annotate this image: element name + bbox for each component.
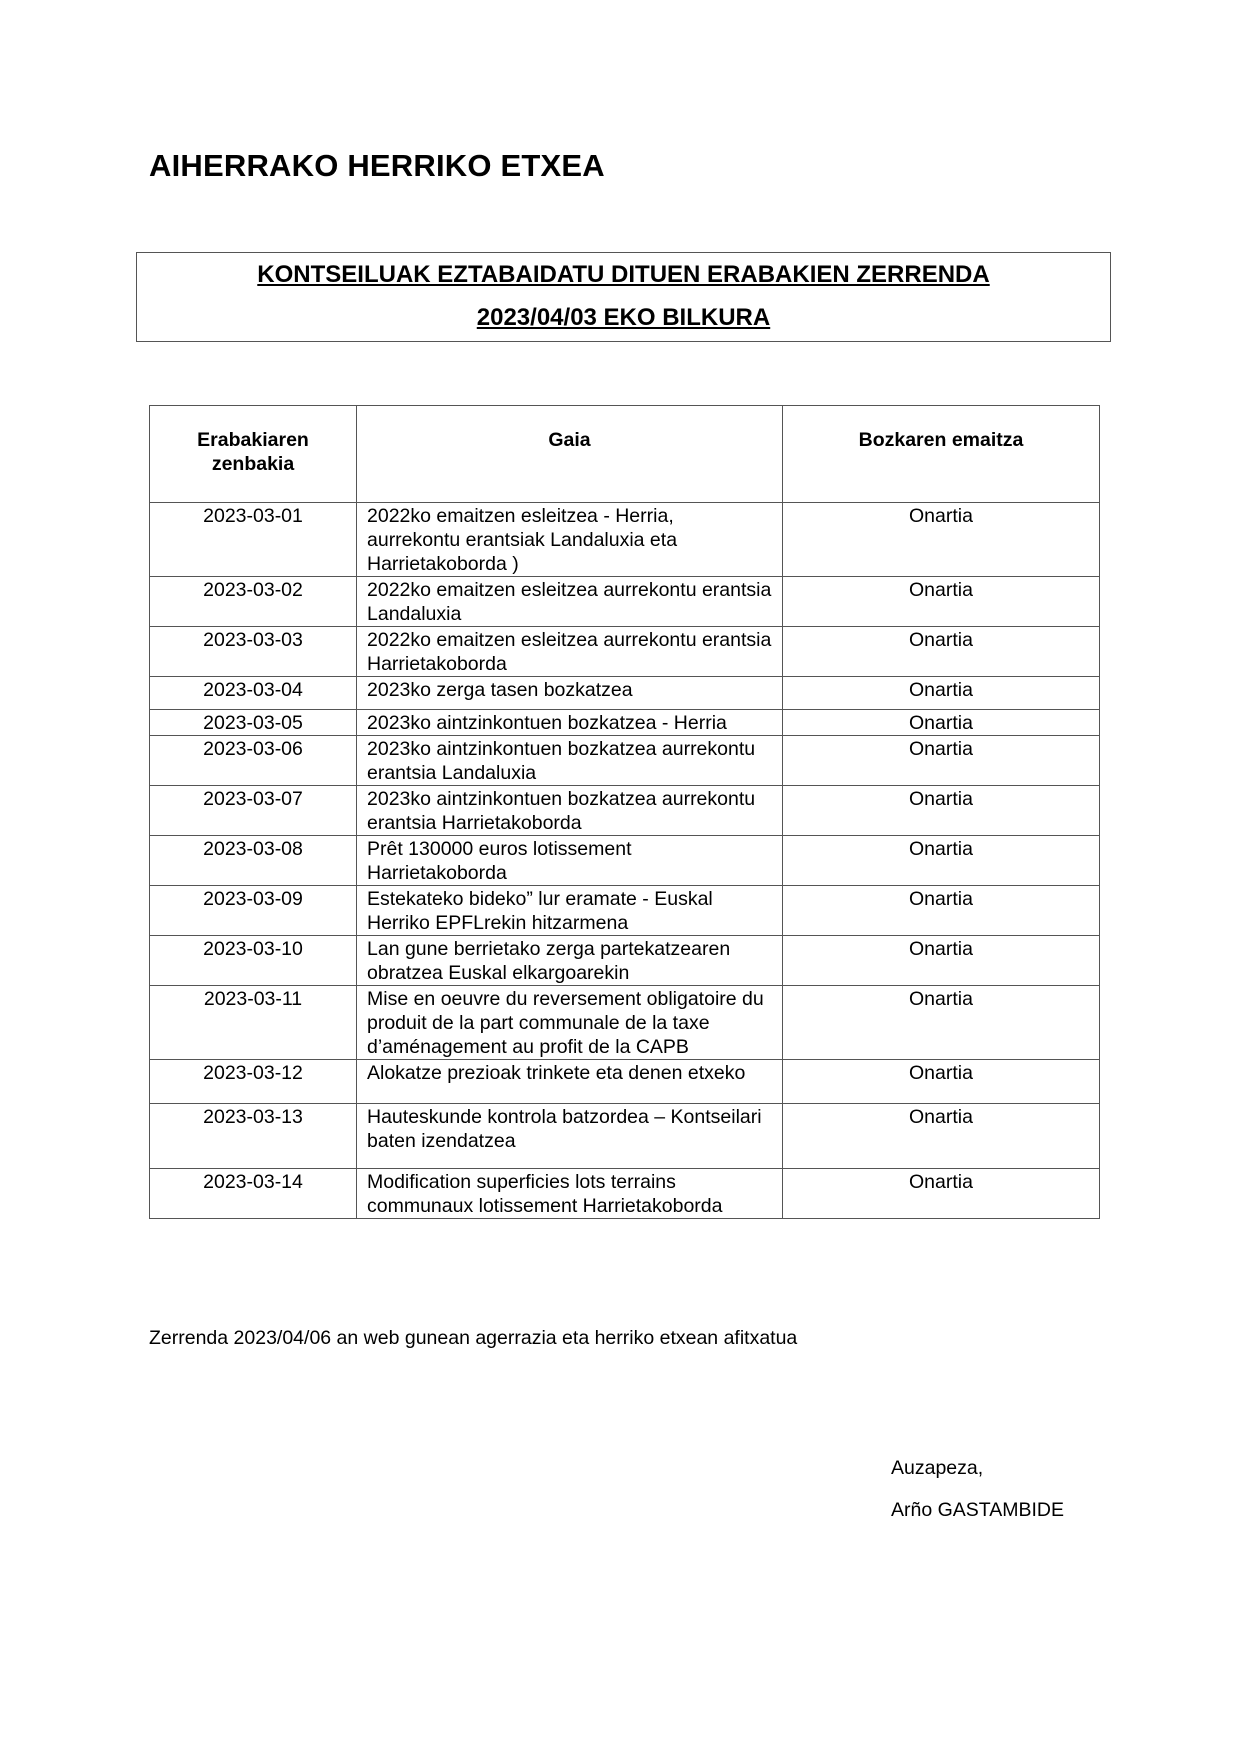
decision-result: Onartia xyxy=(783,627,1100,677)
decision-number: 2023-03-12 xyxy=(150,1060,357,1104)
decision-subject: 2022ko emaitzen esleitzea aurrekontu erantsia Harrietakoborda xyxy=(357,627,783,677)
decision-subject: 2023ko aintzinkontuen bozkatzea aurrekontu erantsia Landaluxia xyxy=(357,736,783,786)
decision-subject: Modification superficies lots terrains communaux lotissement Harrietakoborda xyxy=(357,1169,783,1219)
document-title: KONTSEILUAK EZTABAIDATU DITUEN ERABAKIEN ZERRENDA xyxy=(257,261,990,288)
decision-number: 2023-03-04 xyxy=(150,677,357,710)
signature-name: Arño GASTAMBIDE xyxy=(891,1499,1065,1521)
table-header-row xyxy=(150,406,1100,503)
decision-number: 2023-03-06 xyxy=(150,736,357,786)
meeting-date-title: 2023/04/03 EKO BILKURA xyxy=(476,304,771,331)
decision-result: Onartia xyxy=(783,736,1100,786)
decision-subject: Prêt 130000 euros lotissement Harrietakoborda xyxy=(357,836,783,886)
table-row xyxy=(150,936,1100,986)
table-row xyxy=(150,986,1100,1060)
table-row xyxy=(150,710,1100,736)
decision-result: Onartia xyxy=(783,1169,1100,1219)
decision-result: Onartia xyxy=(783,577,1100,627)
decision-result: Onartia xyxy=(783,503,1100,577)
decision-result: Onartia xyxy=(783,1060,1100,1104)
decision-subject: 2023ko zerga tasen bozkatzea xyxy=(357,677,783,710)
column-header-number: Erabakiaren zenbakia xyxy=(150,406,357,503)
decision-result: Onartia xyxy=(783,1104,1100,1169)
decision-number: 2023-03-03 xyxy=(150,627,357,677)
decision-subject: Mise en oeuvre du reversement obligatoire du produit de la part communale de la taxe d’aménagement au profit de la CAPB xyxy=(357,986,783,1060)
decision-number: 2023-03-08 xyxy=(150,836,357,886)
table-row xyxy=(150,1169,1100,1219)
table-row xyxy=(150,503,1100,577)
decision-result: Onartia xyxy=(783,786,1100,836)
table-row xyxy=(150,736,1100,786)
decision-number: 2023-03-07 xyxy=(150,786,357,836)
table-row xyxy=(150,886,1100,936)
decision-result: Onartia xyxy=(783,936,1100,986)
decision-number: 2023-03-13 xyxy=(150,1104,357,1169)
decision-number: 2023-03-11 xyxy=(150,986,357,1060)
decisions-table xyxy=(149,405,1100,1219)
table-row xyxy=(150,1104,1100,1169)
decision-result: Onartia xyxy=(783,986,1100,1060)
decision-number: 2023-03-14 xyxy=(150,1169,357,1219)
column-header-result: Bozkaren emaitza xyxy=(783,406,1100,503)
decision-number: 2023-03-10 xyxy=(150,936,357,986)
publication-note: Zerrenda 2023/04/06 an web gunean agerrazia eta herriko etxean afitxatua xyxy=(149,1327,798,1349)
decision-subject: Estekateko bideko” lur eramate - Euskal Herriko EPFLrekin hitzarmena xyxy=(357,886,783,936)
organization-title: AIHERRAKO HERRIKO ETXEA xyxy=(149,148,605,183)
decision-result: Onartia xyxy=(783,886,1100,936)
decision-result: Onartia xyxy=(783,836,1100,886)
decision-subject: Alokatze prezioak trinkete eta denen etxeko xyxy=(357,1060,783,1104)
table-row xyxy=(150,627,1100,677)
decision-number: 2023-03-05 xyxy=(150,710,357,736)
decisions-table-body xyxy=(150,503,1100,1219)
decision-result: Onartia xyxy=(783,710,1100,736)
decision-number: 2023-03-01 xyxy=(150,503,357,577)
decision-subject: Hauteskunde kontrola batzordea – Kontseilari baten izendatzea xyxy=(357,1104,783,1169)
decision-subject: Lan gune berrietako zerga partekatzearen obratzea Euskal elkargoarekin xyxy=(357,936,783,986)
decision-subject: 2023ko aintzinkontuen bozkatzea - Herria xyxy=(357,710,783,736)
column-header-subject: Gaia xyxy=(357,406,783,503)
decision-subject: 2022ko emaitzen esleitzea - Herria, aurrekontu erantsiak Landaluxia eta Harrietakoborda ) xyxy=(357,503,783,577)
decision-subject: 2022ko emaitzen esleitzea aurrekontu erantsia Landaluxia xyxy=(357,577,783,627)
title-box xyxy=(136,252,1111,342)
table-row xyxy=(150,786,1100,836)
table-row xyxy=(150,836,1100,886)
decision-result: Onartia xyxy=(783,677,1100,710)
decision-subject: 2023ko aintzinkontuen bozkatzea aurrekontu erantsia Harrietakoborda xyxy=(357,786,783,836)
signature-role: Auzapeza, xyxy=(891,1457,984,1479)
table-row xyxy=(150,577,1100,627)
decision-number: 2023-03-09 xyxy=(150,886,357,936)
table-row xyxy=(150,677,1100,710)
decision-number: 2023-03-02 xyxy=(150,577,357,627)
table-row xyxy=(150,1060,1100,1104)
